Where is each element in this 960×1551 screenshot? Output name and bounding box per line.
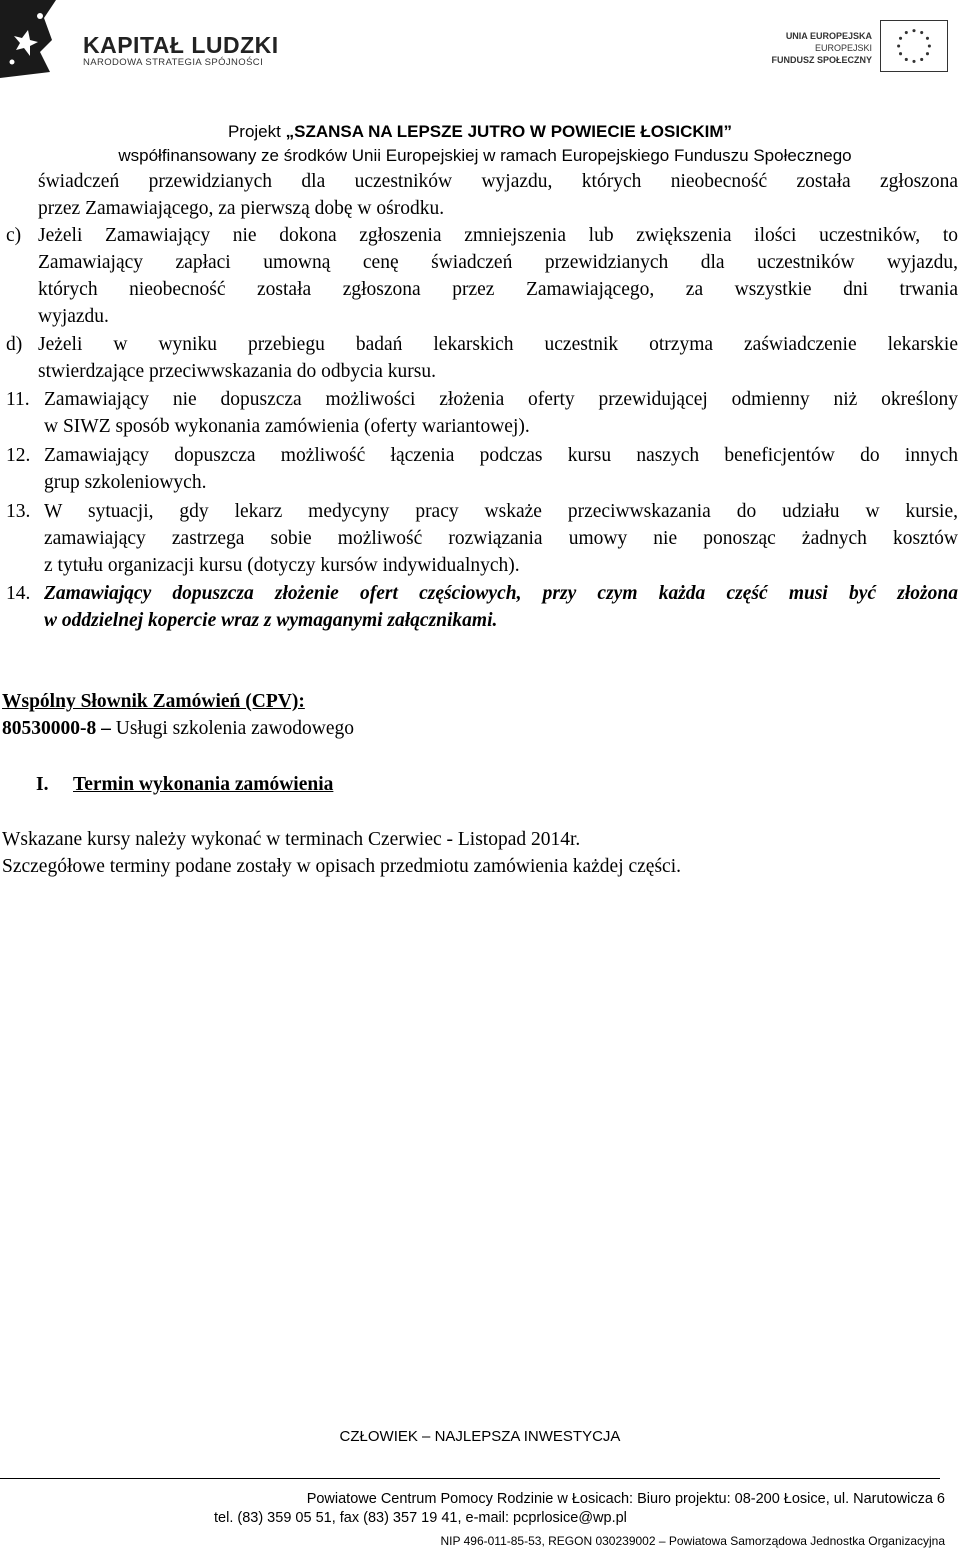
continuation-line-1: świadczeń przewidzianych dla uczestników wyjazdu, których nieobecność została zgłoszona xyxy=(38,171,958,192)
kapital-ludzki-name: KAPITAŁ LUDZKI xyxy=(83,32,279,58)
item-d-line-2: stwierdzające przeciwwskazania do odbycia kursu. xyxy=(38,361,436,382)
eu-logo-line2: EUROPEJSKI xyxy=(814,43,872,53)
kapital-ludzki-logo-icon xyxy=(0,0,62,78)
footer-slogan: CZŁOWIEK – NAJLEPSZA INWESTYCJA xyxy=(339,1428,621,1445)
point-14-line-2: w oddzielnej kopercie wraz z wymaganymi załącznikami. xyxy=(44,610,498,631)
item-d-marker: d) xyxy=(6,334,23,355)
point-11-line-1: Zamawiający nie dopuszcza możliwości złożenia oferty przewidującej odmienny niż określony xyxy=(44,389,958,410)
eu-logo-text xyxy=(771,30,872,66)
section-number: I. xyxy=(36,774,49,795)
term-line-1: Wskazane kursy należy wykonać w terminach Czerwiec - Listopad 2014r. xyxy=(2,829,581,850)
point-11-number: 11. xyxy=(6,389,30,410)
point-13-line-3: z tytułu organizacji kursu (dotyczy kursów indywidualnych). xyxy=(44,555,520,576)
point-12-number: 12. xyxy=(6,445,31,466)
cpv-heading: Wspólny Słownik Zamówień (CPV): xyxy=(2,691,305,712)
eu-logo-line1: UNIA EUROPEJSKA xyxy=(785,31,872,41)
kapital-ludzki-subtitle: NARODOWA STRATEGIA SPÓJNOŚCI xyxy=(83,57,264,68)
item-c-line-4: wyjazdu. xyxy=(38,306,109,327)
item-c-line-2: Zamawiający zapłaci umowną cenę świadczeń przewidzianych dla uczestników wyjazdu, xyxy=(38,252,958,273)
point-14-line-1: Zamawiający dopuszcza złożenie ofert częściowych, przy czym każda część musi być złożona xyxy=(44,583,958,604)
project-title xyxy=(0,122,960,142)
project-name: „SZANSA NA LEPSZE JUTRO W POWIECIE ŁOSICKIM” xyxy=(285,122,733,141)
cpv-entry xyxy=(2,715,354,742)
item-d-line-1: Jeżeli w wyniku przebiegu badań lekarskich uczestnik otrzyma zaświadczenie lekarskie xyxy=(38,334,958,355)
project-prefix: Projekt xyxy=(227,122,281,141)
section-title: Termin wykonania zamówienia xyxy=(73,774,334,795)
point-13-line-1: W sytuacji, gdy lekarz medycyny pracy wskaże przeciwwskazania do udziału w kursie, xyxy=(44,501,958,522)
point-13-line-2: zamawiający zastrzega sobie możliwość rozwiązania umowy nie ponosząc żadnych kosztów xyxy=(44,528,958,549)
item-c-line-1: Jeżeli Zamawiający nie dokona zgłoszenia zmniejszenia lub zwiększenia ilości uczestników, to xyxy=(38,225,958,246)
point-14-number: 14. xyxy=(6,583,31,604)
point-11-line-2: w SIWZ sposób wykonania zamówienia (oferty wariantowej). xyxy=(44,416,530,437)
term-line-2: Szczegółowe terminy podane zostały w opisach przedmiotu zamówienia każdej części. xyxy=(2,856,681,877)
point-13-number: 13. xyxy=(6,501,31,522)
kapital-ludzki-logo xyxy=(0,0,290,80)
cofinancing-note: współfinansowany ze środków Unii Europejskiej w ramach Europejskiego Funduszu Społecznego xyxy=(118,146,852,165)
eu-logo xyxy=(770,20,960,80)
cpv-code: 80530000-8 – xyxy=(2,718,111,739)
continuation-line-2: przez Zamawiającego, za pierwszą dobę w ośrodku. xyxy=(38,198,445,219)
point-12-line-2: grup szkoleniowych. xyxy=(44,472,207,493)
footer-address: Powiatowe Centrum Pomocy Rodzinie w Łosicach: Biuro projektu: 08-200 Łosice, ul. Narutowicza 6 xyxy=(306,1491,945,1507)
item-c-line-3: których nieobecność została zgłoszona przez Zamawiającego, za wszystkie dni trwania xyxy=(38,279,958,300)
item-c-marker: c) xyxy=(6,225,22,246)
footer-divider xyxy=(0,1478,940,1479)
point-12-line-1: Zamawiający dopuszcza możliwość łączenia podczas kursu naszych beneficjentów do innych xyxy=(44,445,958,466)
eu-logo-line3: FUNDUSZ SPOŁECZNY xyxy=(771,55,872,65)
footer-contact: tel. (83) 359 05 51, fax (83) 357 19 41, e-mail: pcprlosice@wp.pl xyxy=(214,1510,627,1526)
cpv-description: Usługi szkolenia zawodowego xyxy=(115,718,355,739)
eu-flag-icon xyxy=(880,20,948,72)
footer-registry: NIP 496-011-85-53, REGON 030239002 – Powiatowa Samorządowa Jednostka Organizacyjna xyxy=(440,1534,945,1548)
